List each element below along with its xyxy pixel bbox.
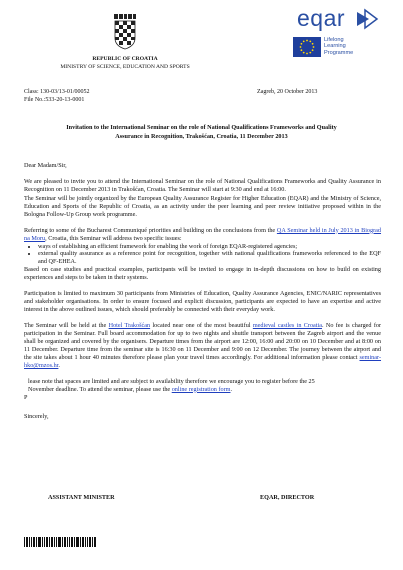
signature-assistant-minister: ASSISTANT MINISTER [48, 494, 115, 501]
eqar-arrow-icon [355, 8, 379, 30]
p6-text-b: . [230, 385, 233, 393]
class-reference: Class: 130-03/13-01/00052 [24, 89, 90, 95]
p5-text-a: The Seminar will be held at the [24, 322, 107, 329]
invitation-title [20, 124, 383, 141]
p3-text-b: , Croatia, this Seminar will address two specific issues: [45, 234, 182, 242]
signature-eqar-director: EQAR, DIRECTOR [260, 494, 315, 501]
greeting: Dear Madam/Sir, [24, 162, 67, 169]
p5-text-c: . No fee is charged for participation in the Seminar. Full board accommodation for up to two nights and shuttle transport between the Zagreb airport and the venue shall be organized and covered by the organisers. Departure times from the airport are 12:00, 16:00 and 20:00 on 10 December and at 8:00 on 11 December. Departure time from the seminar site is 16:30 on 11 December and 9:00 on 12 December. The journey between the airport and the site takes about 1 hour 40 minutes therefore please plan your travel times accordingly. For additional information please contact [24, 322, 382, 361]
medieval-castles-link[interactable]: medieval castles in Croatia [252, 322, 322, 329]
stray-letter: P [24, 393, 28, 401]
p5-end: . [58, 361, 60, 369]
llp-programme: Programme [324, 49, 354, 56]
ministry-line-2: MINISTRY OF SCIENCE, EDUCATION AND SPORTS [60, 64, 190, 70]
p6-text-a: November deadline. To attend the seminar, please use the [28, 385, 171, 393]
letter-body [24, 162, 381, 421]
ministry-line-1: REPUBLIC OF CROATIA [92, 56, 158, 62]
title-line-1: Invitation to the International Seminar on the role of National Qualifications Frameworks and Quality [66, 124, 337, 131]
file-reference: File No.:533-20-13-0001 [24, 97, 85, 103]
eqar-logo-text: eqar [297, 5, 346, 31]
closing: Sincerely, [24, 413, 49, 421]
llp-lifelong: Lifelong [324, 37, 344, 43]
list-item: • ways of establishing an efficient framework for enabling the work of foreign EQAR-registered agencies; [38, 243, 381, 251]
p3-text-a: Referring to some of the Bucharest Communiqué priorities and building on the conclusions from the [24, 226, 276, 234]
list-item: • external quality assurance as a reference point for recognition, together with national qualifications frameworks referenced to the EQF and QF-EHEA. [38, 250, 381, 266]
paragraph-3-continued: Based on case studies and practical examples, participants will be invited to engage in in-depth discussions on how to build on existing experiences and steps to be taken in their systems. [24, 266, 381, 282]
paragraph-5 [24, 322, 381, 370]
hotel-trakoscan-link[interactable]: Hotel Trakošćan [108, 322, 151, 329]
llp-text [324, 37, 394, 56]
paragraph-1: We are pleased to invite you to attend the International Seminar on the role of National Qualifications Frameworks and Quality Assurance in Recognition on 11 December 2013 in Trakošćan, Croatia. The Seminar will start at 9:30 and end at 16:00. [24, 177, 381, 193]
croatia-coat-of-arms-logo [112, 14, 138, 50]
eu-flag-icon [293, 37, 321, 57]
place-date: Zagreb, 20 October 2013 [257, 89, 318, 95]
paragraph-2: The Seminar will be jointly organized by the European Quality Assurance Register for Higher Education (EQAR) and the Ministry of Science, Education and Sports of the Republic of Croatia, as an activity under the peer learning and peer review initiative proposed within in the Bologna Follow-Up Group work programme. [24, 194, 381, 218]
p5-text-b: located near one of the most beautiful [152, 322, 251, 329]
contact-email-link[interactable]: seminar-hko@mzos.hr [24, 353, 382, 369]
qa-seminar-link[interactable]: QA Seminar held in July 2013 in Biograd na Moru [24, 226, 382, 242]
eqar-logo [297, 6, 387, 34]
paragraph-3 [24, 227, 381, 243]
title-line-2: Assurance in Recognition, Trakošćan, Croatia, 11 December 2013 [115, 132, 288, 140]
paragraph-4: Participation is limited to maximum 30 participants from Ministries of Education, Quality Assurance Agencies, ENIC/NARIC representatives and stakeholder organisations. In order to ensure focused and explicit discussion, participants are expected to have an expertise and active interest in the above outlined issues, which should preferably be connected with their everyday work. [24, 290, 381, 314]
registration-form-link[interactable]: online registration form [171, 385, 231, 393]
issues-list [24, 243, 381, 267]
ministry-heading [40, 56, 210, 63]
barcode-image [24, 537, 96, 547]
paragraph-6 [24, 378, 381, 394]
p6-line-1: lease note that spaces are limited and are subject to availability therefore we encourage you to register before the 25 [28, 377, 315, 385]
llp-learning: Learning [324, 43, 346, 50]
